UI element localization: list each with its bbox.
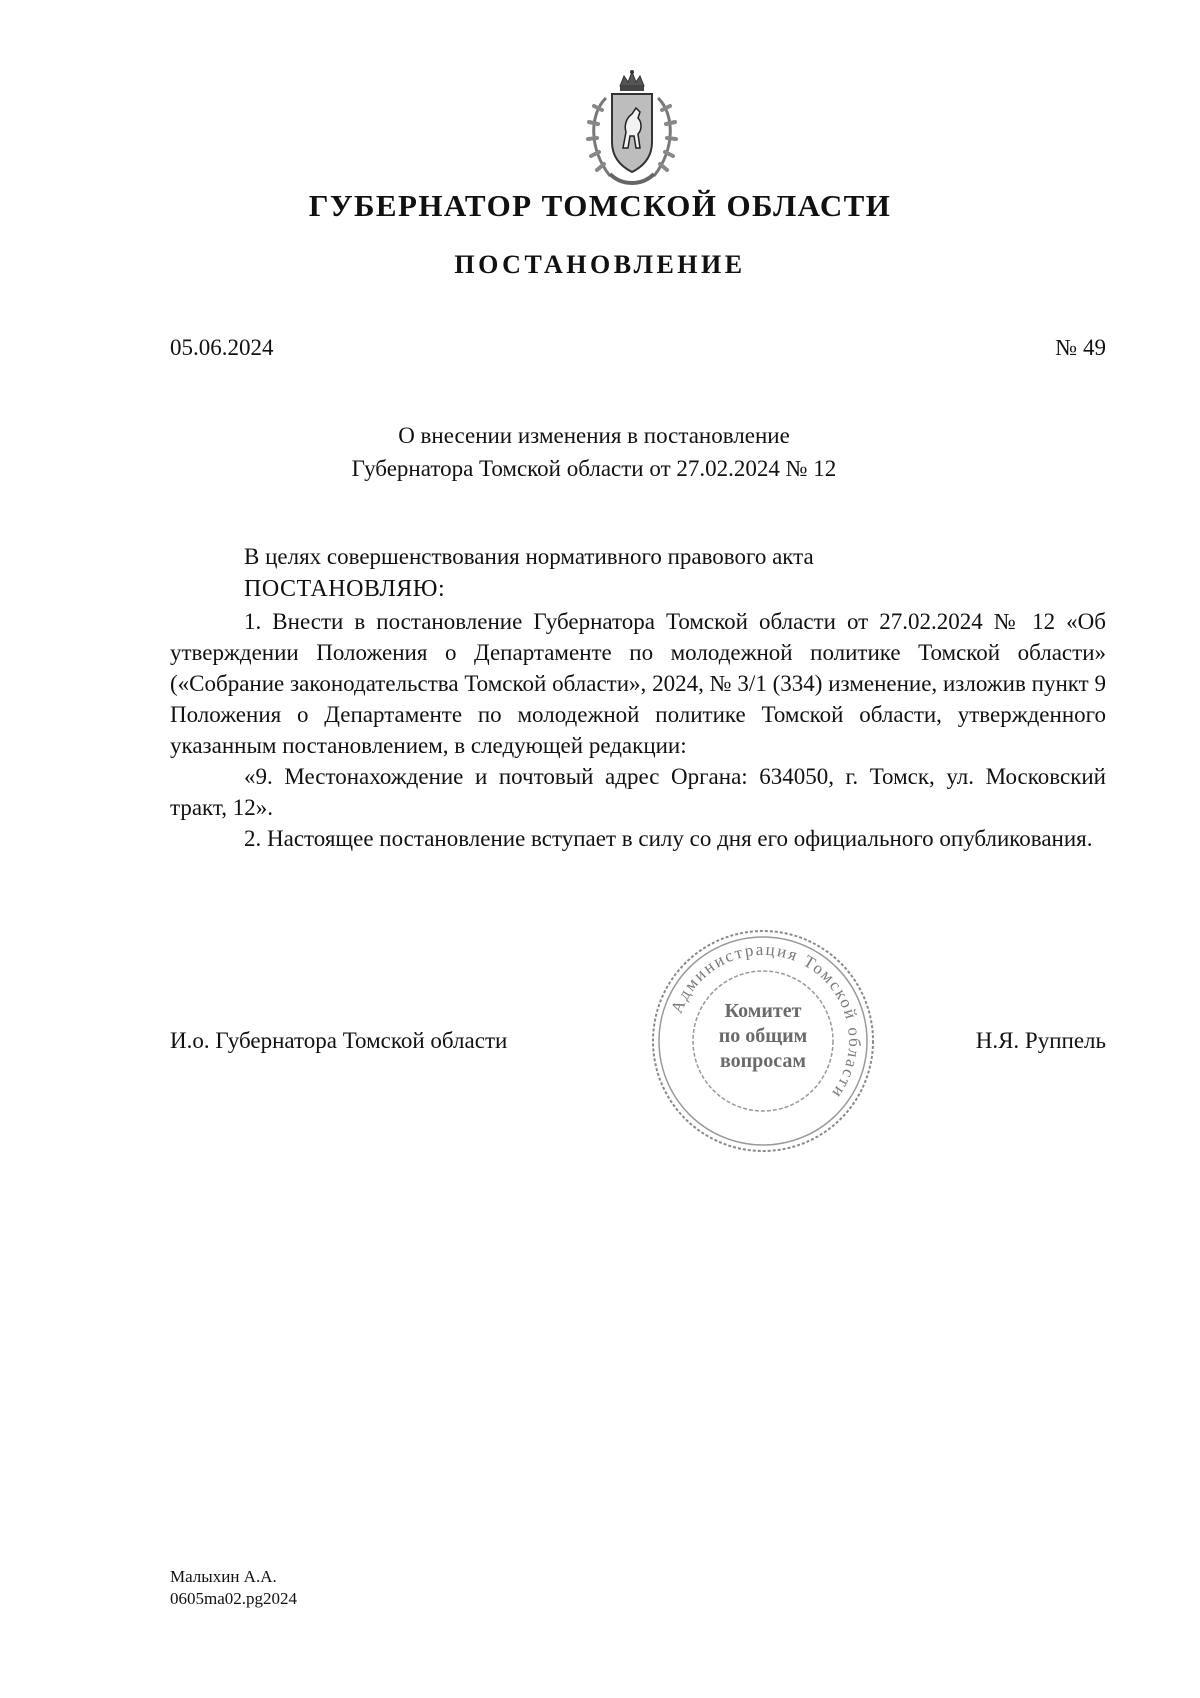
coat-of-arms-icon	[576, 68, 688, 192]
stamp-line-1: Комитет	[724, 1000, 802, 1022]
item-1: 1. Внести в постановление Губернатора Томской области от 27.02.2024 № 12 «Об утверждении Положения о Департаменте по молодежной политике Томской области» («Собрание законодательства Томской области», 2024, № 3/1 (334) изменение, изложив пункт 9 Положения о Департаменте по молодежной политике Томской области, утвержденного указанным постановлением, в следующей редакции:	[170, 609, 1106, 758]
footer-info	[170, 1566, 297, 1610]
item-2: 2. Настоящее постановление вступает в силу со дня его официального опубликования.	[244, 826, 1093, 851]
signatory-name: Н.Я. Руппель	[975, 1028, 1106, 1053]
preamble: В целях совершенствования нормативного правового акта	[244, 544, 814, 569]
signatory-position: И.о. Губернатора Томской области	[170, 1028, 508, 1053]
document-number: № 49	[1055, 335, 1106, 360]
document-title	[0, 419, 1188, 485]
stamp-ring-text: Администрация Томской области	[667, 939, 865, 1103]
executor-name: Малыхин А.А.	[170, 1567, 277, 1586]
decree-word: ПОСТАНОВЛЯЮ:	[244, 576, 446, 602]
title-line-1: О внесении изменения в постановление	[398, 423, 790, 448]
stamp-line-3: вопросам	[719, 1050, 807, 1072]
document-body	[170, 541, 1106, 854]
document-date: 05.06.2024	[170, 335, 274, 360]
item-1-quote: «9. Местонахождение и почтовый адрес Органа: 634050, г. Томск, ул. Московский тракт, 12».	[170, 764, 1106, 820]
stamp-line-2: по общим	[718, 1025, 808, 1047]
stamp-center-text	[650, 999, 876, 1074]
official-stamp	[650, 928, 876, 1154]
file-code: 0605ma02.pg2024	[170, 1589, 298, 1608]
title-line-2: Губернатора Томской области от 27.02.2024 № 12	[351, 456, 837, 481]
document-type: ПОСТАНОВЛЕНИЕ	[454, 250, 746, 279]
issuing-authority: ГУБЕРНАТОР ТОМСКОЙ ОБЛАСТИ	[308, 188, 892, 223]
